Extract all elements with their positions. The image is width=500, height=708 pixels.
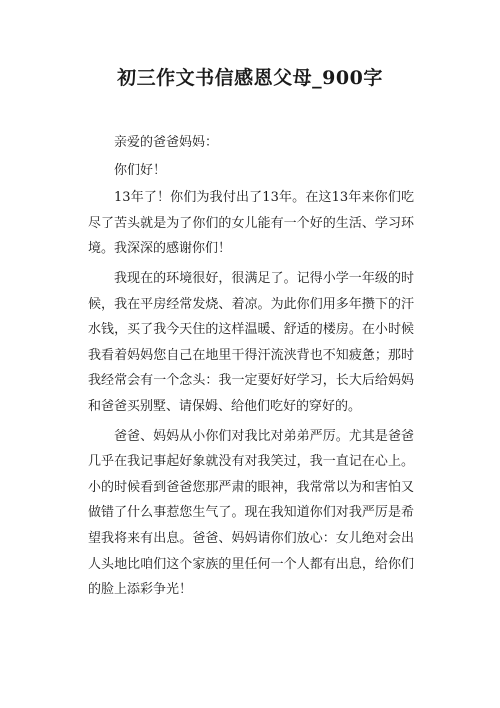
document-title: 初三作文书信感恩父母_900字 [117, 67, 383, 89]
salutation: 亲爱的爸爸妈妈： [114, 135, 219, 150]
paragraph: 13年了！你们为我付出了13年。在这13年来你们吃尽了苦头就是为了你们的女儿能有一个好的生活、学习环境。我深深的感谢你们！ [88, 190, 414, 257]
greeting: 你们好！ [114, 162, 167, 178]
letter-body [88, 130, 414, 605]
paragraph: 我现在的环境很好，很满足了。记得小学一年级的时候，我在平房经常发烧、着凉。为此你们用多年攒下的汗水钱，买了我今天住的这样温暖、舒适的楼房。在小时候我看着妈妈您自己在地里干得汗流浃背也不知疲惫；那时我经常会有一个念头：我一定要好好学习，长大后给妈妈和爸爸买别墅、请保姆、给他们吃好的穿好的。 [88, 270, 414, 414]
paragraph: 爸爸、妈妈从小你们对我比对弟弟严厉。尤其是爸爸几乎在我记事起好象就没有对我笑过，我一直记在心上。小的时候看到爸爸您那严肃的眼神，我常常以为和害怕又做错了什么事惹您生气了。现在我知道你们对我严厉是希望我将来有出息。爸爸、妈妈请你们放心：女儿绝对会出人头地比咱们这个家族的里任何一个人都有出息，给你们的脸上添彩争光！ [88, 428, 414, 598]
